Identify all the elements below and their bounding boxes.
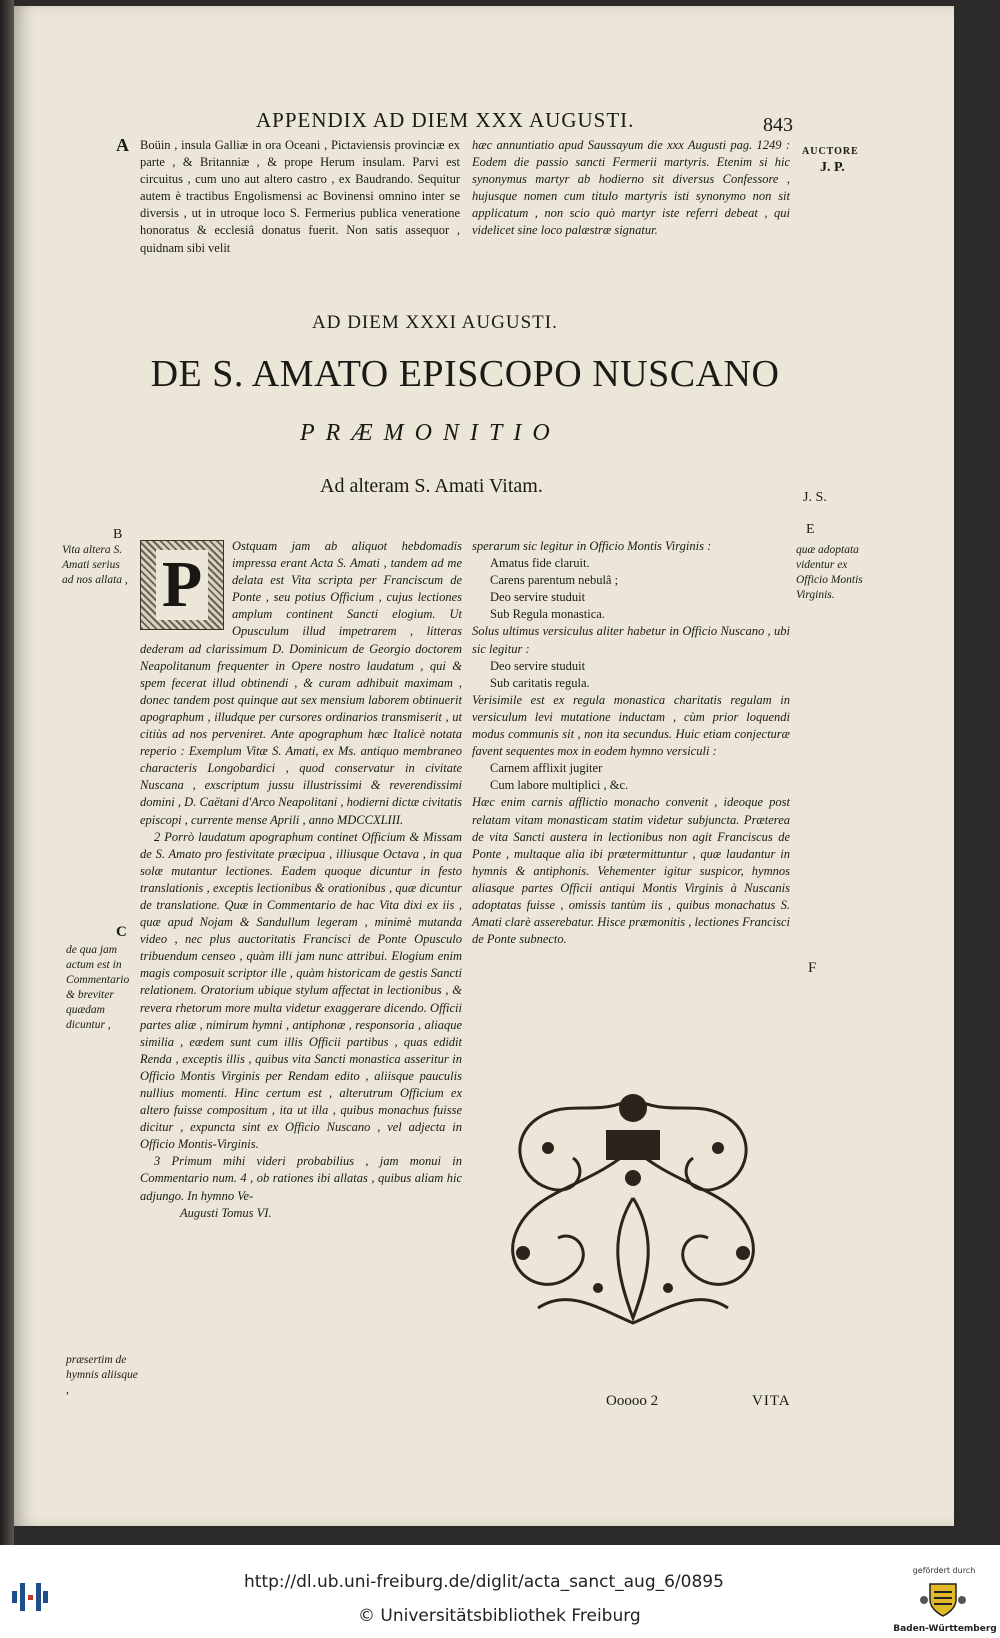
verse-line: Sub caritatis regula. (490, 675, 590, 690)
verse-line: Deo servire studuit (490, 590, 586, 605)
main-title: DE S. AMATO EPISCOPO NUSCANO (150, 353, 780, 395)
side-note-b: Vita altera S. Amati serius ad nos allata , (62, 544, 128, 586)
verse-line: Carnem afflixit jugiter (490, 761, 603, 776)
running-title: APPENDIX AD DIEM XXX AUGUSTI. (256, 108, 635, 132)
auctor-label: AUCTORE (802, 146, 859, 157)
funder-name: Baden-Württemberg (893, 1624, 997, 1634)
top-right-column: hæc annuntiatio apud Saussayum die xxx Augusti pag. 1249 : Eodem die passio sancti Fermerii martyris. Etenim si hic synonymus martyr ab hodierno sit diversus Confessore , hujusque nomen cum titulo martyris isti synonymo non sit applicatum , non scio quò martyr iste referri debeat , qui videlicet sine loco palæstræ signatur. (472, 138, 790, 238)
paragraph-1: Ostquam jam ab aliquot hebdomadis impressa erant Acta S. Amati , tandem ad me delata est Vita scripta per Franciscum de Ponte , seu potius Officium , cujus lectiones amplum continent Sancti elogium. Ut Opusculum illud impetrarem , litteras dederam ad clarissimum D. Dominicum de Georgio doctorem Neapolitanum frequenter in Opere nostro laudatum , qui & spem fecerat illud obtinendi , & curam adhibuit maximam , donec tandem post quinque aut sex mensium laborem obtinuerit apographum , illudque per cursores ordinarios transmiserit , ut citiùs ad nos perveniret. Ante apographum hæc Italicè notata reperio : Exemplum Vitæ S. Amati, ex Ms. antiquo membraneo characteris Longobardici , quod conservatur in civitate Nuscana , exscriptum jussu illustrissimi & reverendissimi domini , D. Caëtani d'Arco Neapolitani , hodierni dictæ civitatis episcopi , currente mense Aprili , anno MDCCXLIII. (140, 539, 462, 827)
right-paragraph-4: Hæc enim carnis afflictio monacho convenit , ideoque post relatam vitam monasticam statim videtur subjuncta. Præterea de vita Sancti austera in lectionibus non agit Franciscus de Ponte , multaque alia ibi prætermittuntur , quæ laudantur in hymnis & antiphonis. Vehementer igitur suspicor, hymnos aliasque partes Officii antiqui Montis Virginis à Nuscanis adoptatas fuisse , omissis tantùm iis , quibus monachatus S. Amati clarè asserebatur. Hisce præmonitis , lectiones Francisci de Ponte subnecto. (472, 795, 790, 947)
subtitle-praemonitio: PRÆMONITIO (300, 420, 561, 446)
auctor-initials: J. P. (820, 160, 845, 175)
catchword: VITA (752, 1393, 791, 1409)
right-paragraph-2: Solus ultimus versiculus aliter habetur in Officio Nuscano , ubi sic legitur : (472, 624, 790, 656)
state-crest-icon (918, 1580, 968, 1620)
page-number: 843 (763, 114, 793, 136)
side-note-d: præsertim de hymnis aliisque , (66, 1354, 138, 1396)
margin-letter-f: F (808, 960, 817, 976)
margin-letter-b: B (113, 527, 123, 542)
scan-right-edge (954, 0, 1000, 1545)
library-logo-icon (10, 1577, 50, 1617)
verse-line: Carens parentum nebulâ ; (490, 573, 619, 588)
ornamental-initial: P (140, 540, 224, 630)
margin-letter-a: A (116, 135, 129, 155)
subtitle-alteram-vitam: Ad alteram S. Amati Vitam. (320, 475, 543, 497)
decorative-ornament-image (478, 1078, 788, 1334)
paragraph-2: 2 Porrò laudatum apographum continet Officium & Missam de S. Amato pro festivitate præcipua , illiusque Octava , in qua solæ mutantur lectiones. Eadem quoque dicuntur in festo translationis , exceptis lectionibus & orationibus , quæ dicuntur de translatione. Quæ in Commentario de hac Vita dixi ex iis , quæ apud Nojam & Sandullum legeram , minimè mutanda video , nec plus auctoritatis Francisci de Ponte Opusculo tribuendum censeo , quàm illi jam nunc attribui. Elogium enim magis composuit scriptor ille , quàm historicam de gestis Sancti relationem. Oratorium ubique stylum affectat in lectionibus , & revera rhetorum more multa videtur exaggerare dicendo. Officii partes aliæ , nimirum hymni , antiphonæ , responsoria , aliaque similia , eædem sunt cum illis Officii partibus , quas edidit Renda , exceptis illis , quibus vita Sancti monastica asseritur in Officio Montis Virginis per Rendam edito , aliisque pauculis nullius momenti. Hinc certum est , alterutrum Officium ex altero fuisse compositum , ita ut illa , quibus monachus fuisse dicitur , expuncta sint ex Officio Nuscano , vel adjecta in Officio Montis-Virginis. (140, 829, 462, 1152)
verse-1 (472, 555, 790, 623)
side-note-c: de qua jam actum est in Commentario & breviter quædam dicuntur , (66, 944, 130, 1031)
body-left-column (140, 538, 462, 1222)
side-note-e: quæ adoptata videntur ex Officio Montis Virginis. (796, 544, 863, 601)
funded-by-label: gefördert durch (912, 1566, 976, 1575)
verse-line: Amatus fide claruit. (490, 556, 590, 571)
margin-initials-js: J. S. (803, 490, 827, 505)
right-paragraph-1: sperarum sic legitur in Officio Montis Virginis : (472, 539, 712, 553)
verse-line: Sub Regula monastica. (490, 607, 605, 622)
day-heading: AD DIEM XXXI AUGUSTI. (312, 312, 558, 333)
verse-line: Deo servire studuit (490, 658, 586, 673)
verse-2 (472, 658, 790, 692)
signature-mark: Ooooo 2 (606, 1393, 659, 1409)
signature-line: Augusti Tomus VI. (180, 1205, 272, 1220)
verse-3 (472, 760, 790, 794)
copyright-notice: © Universitätsbibliothek Freiburg (358, 1606, 641, 1626)
top-left-column: Boüin , insula Galliæ in ora Oceani , Pictaviensis provinciæ ex parte , & Britanniæ , & prope Herum insulam. Parvi est circuitus , cum uno aut altero castro , ex Baudrando. Sequitur autem è tractibus Engolismensi ac Bovinensi omnino inter se diversis , ut in utroque loco S. Fermerius publica veneratione honoratus & ecclesiâ donatus fuerit. Non satis assequor , quidnam sibi velit (140, 138, 460, 255)
right-paragraph-3: Verisimile est ex regula monastica charitatis regulam in versiculum levi mutatione inductam , cùm prior loquendi modus communis sit , non ita secundus. Huic etiam conjecturæ favent sequentes mox in eodem hymno versiculi : (472, 692, 790, 759)
paragraph-3: 3 Primum mihi videri probabilius , jam monui in Commentario num. 4 , ob rationes ibi allatas , quibus aliam hic adjungo. In hymno Ve- (140, 1154, 462, 1203)
body-right-column (472, 538, 790, 948)
margin-letter-e: E (806, 522, 815, 537)
book-gutter (0, 0, 14, 1545)
verse-line: Cum labore multiplici , &c. (490, 778, 629, 793)
margin-letter-c: C (116, 924, 127, 940)
permalink-url[interactable]: http://dl.ub.uni-freiburg.de/diglit/acta_sanct_aug_6/0895 (244, 1572, 724, 1592)
